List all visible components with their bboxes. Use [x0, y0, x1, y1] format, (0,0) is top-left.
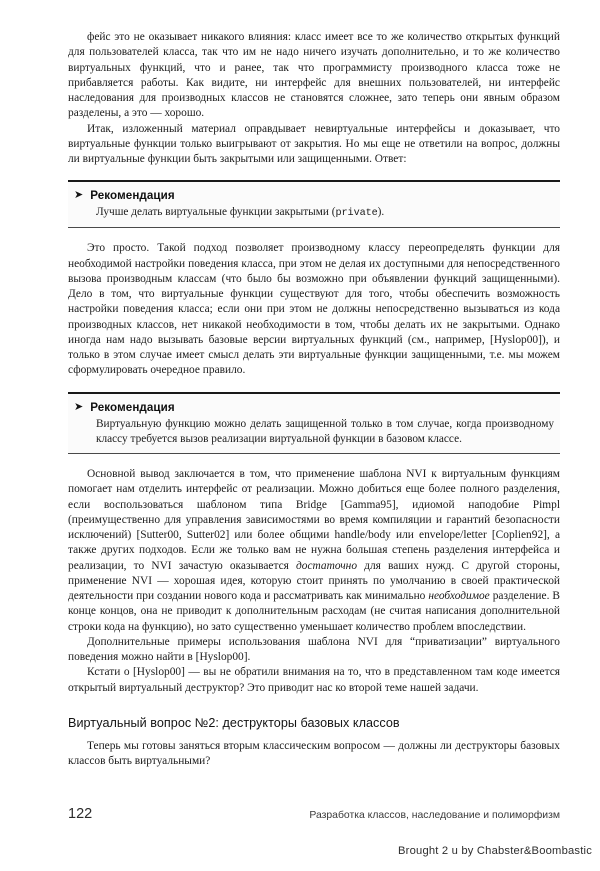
recommendation-callout-2: [68, 392, 560, 454]
callout-text-before: Лучше делать виртуальные функции закрытыми (: [96, 206, 336, 219]
emphasis-neobhodimoe: необходимое: [428, 590, 490, 603]
page-number: 122: [68, 806, 93, 822]
spacer: [68, 731, 560, 739]
callout-title-row: [74, 401, 554, 414]
callout-title: Рекомендация: [90, 189, 175, 203]
spacer: [68, 167, 560, 180]
spacer: [68, 379, 560, 392]
callout-title-row: [74, 189, 554, 202]
spacer: [68, 696, 560, 715]
paragraph-7: Теперь мы готовы заняться вторым классическим вопросом — должны ли деструкторы базовых классов быть виртуальными?: [68, 739, 560, 768]
callout-body: [68, 394, 560, 453]
text-column: [68, 30, 560, 769]
callout-bottom-rule: [68, 453, 560, 454]
paragraph-4-part-a: Основной вывод заключается в том, что применение шаблона NVI к виртуальным функциям помогает нам отделить интерфейс от реализации. Можно добиться еще более полного разделения, если воспользоваться шаблоном типа Bridge [Gamma95], идиомой наподобие Pimpl (преимущественно для управления зависимостями во время компиляции и гарантий безопасности исключений) [Sutter00, Sutter02] или более общими handle/body или envelope/letter [Coplien92], а также других подходов. Если же только вам не нужна большая степень разделения интерфейса и реализации, то NVI зачастую оказывается: [68, 468, 560, 572]
paragraph-4: [68, 467, 560, 635]
callout-code-private: private: [335, 208, 378, 220]
recommendation-callout-1: [68, 180, 560, 228]
paragraph-3: Это просто. Такой подход позволяет производному классу переопределять функции для необходимой настройки поведения класса, при этом не делая их доступными для непосредственного вызова производным классам (что было бы возможно при объявлении функций защищенными). Дело в том, что виртуальные функции существуют для того, чтобы обеспечить возможность настройки поведения класса; если они при этом не должны непосредственно вызываться из кода производных классов, нет никакой необходимости в том, чтобы делать их не закрытыми. Однако иногда нам надо вызывать базовые версии виртуальных функций (см., например, [Hyslop00]), и только в этом случае имеет смысл делать эти виртуальные функции защищенными, т.е. мы можем сформулировать очередное правило.: [68, 242, 560, 377]
callout-text: Виртуальную функцию можно делать защищенной только в том случае, когда производному классу требуется вызов реализации виртуальной функции в базовом классе.: [96, 417, 554, 445]
paragraph-2: Итак, изложенный материал оправдывает невиртуальные интерфейсы и доказывает, что виртуальные функции только выигрывают от закрытия. Но мы еще не ответили на вопрос, должны ли виртуальные функции быть закрытыми или защищенными. Ответ:: [68, 122, 560, 165]
paragraph-4-part-b: для ваших нужд. С другой стороны, применение NVI — хорошая идея, которую стоит принять по умолчанию в своей практической деятельности при создании нового кода и рассматривать как минимально: [68, 559, 561, 603]
callout-bottom-rule: [68, 227, 560, 228]
callout-title: Рекомендация: [90, 400, 175, 414]
arrow-bullet-icon: ➤: [74, 399, 84, 413]
watermark: Brought 2 u by Chabster&Boombastic: [398, 845, 592, 857]
running-head: Разработка классов, наследование и полиморфизм: [309, 810, 560, 821]
spacer: [68, 228, 560, 241]
callout-text: [96, 205, 554, 221]
section-heading: Виртуальный вопрос №2: деструкторы базовых классов: [68, 715, 400, 730]
spacer: [68, 454, 560, 467]
page-footer: [68, 806, 560, 828]
arrow-bullet-icon: ➤: [74, 188, 84, 202]
paragraph-5: Дополнительные примеры использования шаблона NVI для “приватизации” виртуального поведения можно найти в [Hyslop00].: [68, 635, 560, 664]
callout-body: [68, 182, 560, 227]
emphasis-dostatochno: достаточно: [296, 559, 358, 572]
paragraph-1: фейс это не оказывает никакого влияния: класс имеет все то же количество открытых функций для пользователей класса, так что им не надо ничего изучать дополнительно, и то же количество виртуальных функций, что и ранее, так что программисту производного класса тоже не прибавляется работы. Как видите, ни интерфейс для внешних пользователей, ни интерфейс наследования для производных классов не становятся сложнее, зато теперь они явным образом разделены, а это — хорошо.: [68, 31, 560, 120]
paragraph-6: Кстати о [Hyslop00] — вы не обратили внимания на то, что в представленном там коде имеется открытый виртуальный деструктор? Это приводит нас ко второй теме нашей задачи.: [68, 666, 560, 694]
paragraph-4-part-c: разделение. В конце концов, она не приводит к дополнительным расходам (не считая написания дополнительной строки кода на функцию), но зато существенно уменьшает количество проблем впоследствии.: [68, 590, 560, 633]
callout-text-after: ).: [377, 206, 385, 219]
